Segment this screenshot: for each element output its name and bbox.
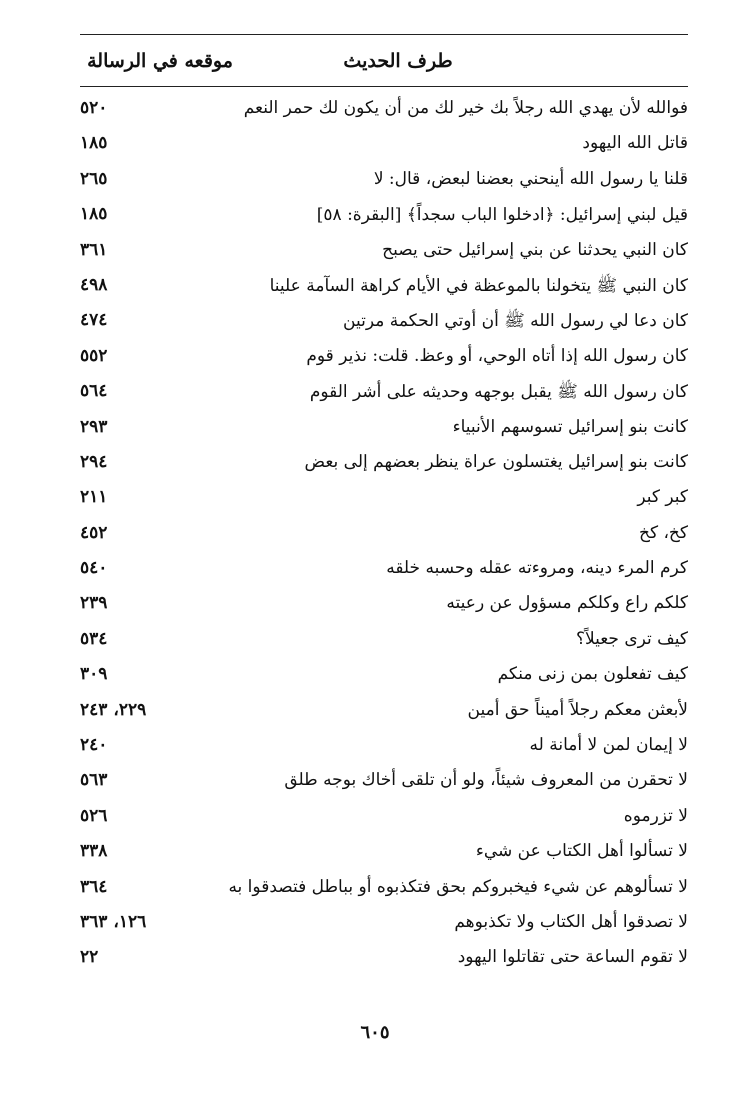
- table-row: [80, 694, 688, 729]
- page-reference: ٥٦٣: [80, 770, 108, 791]
- page-reference: ٢٢: [80, 947, 99, 968]
- hadith-text: كان رسول الله إذا أتاه الوحي، أو وعظ. قلت: نذير قوم: [306, 345, 688, 366]
- top-rule: [80, 34, 688, 35]
- page-reference: ٤٩٨: [80, 274, 108, 295]
- table-row: [80, 941, 688, 976]
- hadith-text: لا تقوم الساعة حتى تقاتلوا اليهود: [457, 947, 688, 968]
- page-reference: ٥٥٢: [80, 345, 108, 366]
- page-reference: ١٨٥: [80, 204, 108, 225]
- page-reference: ٢٤٠: [80, 735, 108, 756]
- page-reference: ٢٦٥: [80, 168, 108, 189]
- table-row: [80, 446, 688, 481]
- page-reference: ٢١١: [80, 487, 108, 508]
- page-reference: ٣٦٤: [80, 876, 108, 897]
- table-row: [80, 127, 688, 162]
- table-row: [80, 411, 688, 446]
- table-row: [80, 517, 688, 552]
- table-row: [80, 800, 688, 835]
- page-reference: ٣٠٩: [80, 664, 108, 685]
- hadith-text: كلكم راع وكلكم مسؤول عن رعيته: [446, 593, 688, 614]
- hadith-text: قلنا يا رسول الله أينحني بعضنا لبعض، قال: لا: [373, 168, 688, 189]
- hadith-index-table: [80, 92, 688, 977]
- table-row: [80, 375, 688, 410]
- page-number: ٦٠٥: [360, 1022, 390, 1043]
- table-row: [80, 481, 688, 516]
- page-reference: ٣٣٨: [80, 841, 108, 862]
- hadith-text: لأبعثن معكم رجلاً أميناً حق أمين: [467, 699, 688, 720]
- hadith-text: كانت بنو إسرائيل يغتسلون عراة ينظر بعضهم إلى بعض: [304, 451, 688, 472]
- page-reference: ١٨٥: [80, 133, 108, 154]
- header-hadith-column: طرف الحديث: [343, 50, 453, 72]
- page-reference: ٥٢٠: [80, 98, 108, 118]
- table-row: [80, 906, 688, 941]
- page-reference: ٢٩٣: [80, 416, 108, 437]
- hadith-text: كرم المرء دينه، ومروءته عقله وحسبه خلقه: [386, 558, 688, 579]
- hadith-text: فوالله لأن يهدي الله رجلاً بك خير لك من أن يكون لك حمر النعم: [243, 98, 688, 118]
- hadith-text: كيف تفعلون بمن زنى منكم: [497, 664, 688, 685]
- hadith-text: قيل لبني إسرائيل: ﴿ادخلوا الباب سجداً﴾ [البقرة: ٥٨]: [316, 205, 688, 226]
- table-row: [80, 269, 688, 304]
- table-row: [80, 163, 688, 198]
- hadith-text: كان دعا لي رسول الله ﷺ أن أوتي الحكمة مرتين: [343, 311, 688, 332]
- hadith-text: كخ، كخ: [638, 522, 688, 543]
- table-row: [80, 871, 688, 906]
- hadith-text: لا تصدقوا أهل الكتاب ولا تكذبوهم: [454, 911, 688, 932]
- table-header: [80, 44, 688, 80]
- hadith-text: لا تسألوا أهل الكتاب عن شيء: [475, 841, 688, 862]
- page-reference: ٥٣٤: [80, 628, 108, 649]
- page-reference: ٢٢٩، ٢٤٣: [80, 699, 147, 720]
- page-reference: ٥٤٠: [80, 558, 108, 579]
- table-row: [80, 552, 688, 587]
- page-reference: ٤٥٢: [80, 522, 108, 543]
- page-reference: ٢٣٩: [80, 593, 108, 614]
- hadith-text: لا إيمان لمن لا أمانة له: [529, 735, 688, 756]
- page-reference: ٥٢٦: [80, 805, 108, 826]
- table-row: [80, 92, 688, 127]
- table-row: [80, 835, 688, 870]
- table-row: [80, 623, 688, 658]
- table-row: [80, 234, 688, 269]
- hadith-text: كان رسول الله ﷺ يقبل بوجهه وحديثه على أشر القوم: [309, 382, 688, 403]
- table-row: [80, 198, 688, 233]
- table-row: [80, 764, 688, 799]
- hadith-text: لا تحقرن من المعروف شيئاً، ولو أن تلقى أخاك بوجه طلق: [284, 770, 688, 791]
- table-row: [80, 304, 688, 339]
- table-row: [80, 729, 688, 764]
- page-reference: ٢٩٤: [80, 451, 108, 472]
- hadith-text: كان النبي يحدثنا عن بني إسرائيل حتى يصبح: [382, 239, 688, 260]
- hadith-text: لا تزرموه: [623, 805, 688, 826]
- page-reference: ٤٧٤: [80, 310, 108, 331]
- header-rule: [80, 86, 688, 87]
- hadith-text: قاتل الله اليهود: [582, 133, 688, 154]
- header-location-column: موقعه في الرسالة: [87, 50, 233, 72]
- table-row: [80, 587, 688, 622]
- page-reference: ٥٦٤: [80, 381, 108, 402]
- hadith-text: لا تسألوهم عن شيء فيخبروكم بحق فتكذبوه أو بباطل فتصدقوا به: [228, 876, 688, 897]
- hadith-text: كيف ترى جعيلاً؟: [575, 628, 688, 649]
- hadith-text: كان النبي ﷺ يتخولنا بالموعظة في الأيام كراهة السآمة علينا: [269, 275, 688, 296]
- page-reference: ١٢٦، ٣٦٣: [80, 911, 147, 932]
- page-reference: ٣٦١: [80, 239, 108, 260]
- hadith-text: كانت بنو إسرائيل تسوسهم الأنبياء: [452, 416, 688, 437]
- table-row: [80, 340, 688, 375]
- hadith-text: كبر كبر: [637, 487, 688, 508]
- table-row: [80, 658, 688, 693]
